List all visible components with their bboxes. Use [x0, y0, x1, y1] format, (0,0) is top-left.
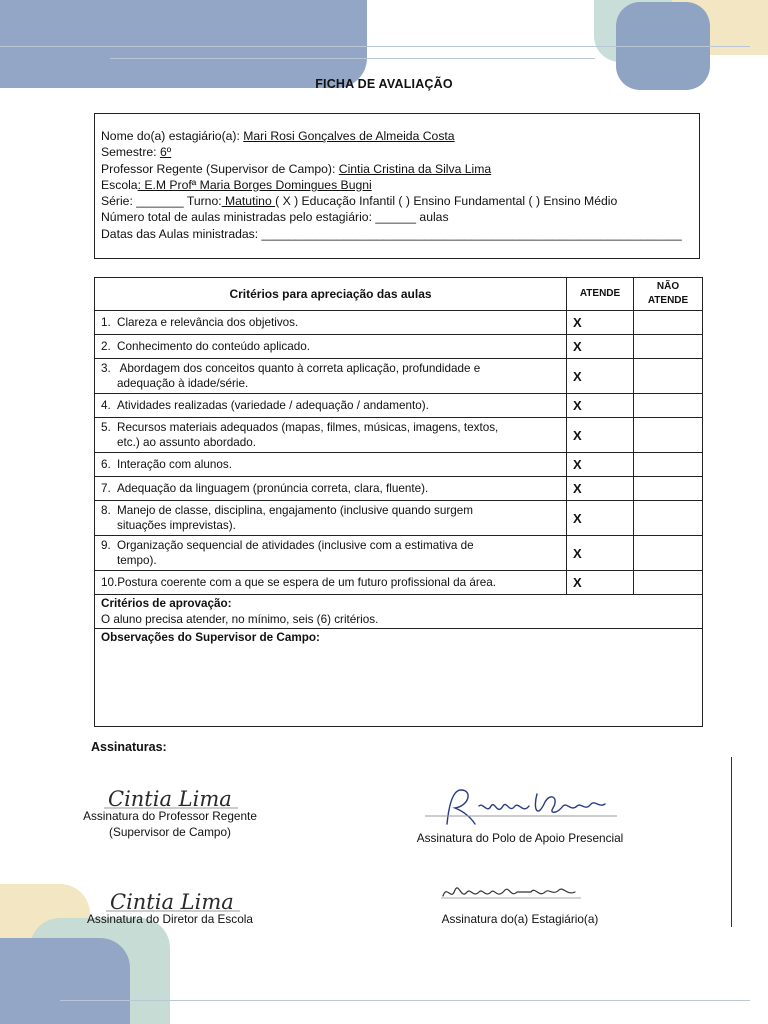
criteria-line1: Atividades realizadas (variedade / adequação / andamento). — [117, 398, 429, 412]
decor-bottom-left-blue — [0, 938, 130, 1024]
polo-signature-label: Assinatura do Polo de Apoio Presencial — [416, 831, 624, 845]
criteria-row — [95, 311, 703, 335]
criteria-line1: Interação com alunos. — [117, 457, 232, 471]
supervisor-name: Cintia Cristina da Silva Lima — [338, 161, 492, 176]
criteria-text — [95, 536, 567, 571]
criteria-text — [95, 311, 567, 335]
criteria-header-row — [95, 278, 703, 311]
approval-cell — [95, 595, 703, 629]
criteria-line1: Clareza e relevância dos objetivos. — [117, 315, 299, 329]
meets-cell: X — [567, 335, 634, 359]
intern-signature-label: Assinatura do(a) Estagiário(a) — [441, 912, 599, 926]
criteria-row — [95, 335, 703, 359]
observations-row — [95, 629, 703, 727]
meets-cell: X — [567, 501, 634, 536]
meets-cell: X — [567, 536, 634, 571]
dates-line: Datas das Aulas ministradas: ______________________________________________________________ — [101, 226, 682, 241]
criteria-text — [95, 335, 567, 359]
not-meets-cell — [634, 477, 703, 501]
approval-row — [95, 595, 703, 629]
approval-title: Critérios de aprovação: — [101, 597, 232, 610]
criteria-num: 5. — [101, 420, 111, 434]
criteria-table — [94, 277, 703, 727]
school-label: Escola — [101, 177, 138, 192]
criteria-row — [95, 394, 703, 418]
not-meets-cell — [634, 311, 703, 335]
criteria-line1: Conhecimento do conteúdo aplicado. — [117, 339, 310, 353]
not-meets-cell — [634, 394, 703, 418]
meets-cell: X — [567, 394, 634, 418]
decor-top-rule-short — [110, 58, 595, 59]
not-meets-cell — [634, 536, 703, 571]
criteria-row — [95, 501, 703, 536]
not-meets-cell — [634, 501, 703, 536]
intern-label: Nome do(a) estagiário(a): — [101, 129, 244, 143]
meets-cell: X — [567, 418, 634, 453]
not-meets-cell — [634, 571, 703, 595]
criteria-line1: Manejo de classe, disciplina, engajamento (inclusive quando surgem — [117, 503, 474, 517]
header-meets: ATENDE — [567, 278, 634, 311]
criteria-num: 6. — [101, 457, 111, 471]
criteria-row — [95, 359, 703, 394]
criteria-text — [95, 477, 567, 501]
intern-signature — [435, 878, 585, 908]
not-meets-cell — [634, 418, 703, 453]
signatures-heading: Assinaturas: — [91, 740, 167, 754]
semester-line — [101, 144, 693, 160]
criteria-num: 10. — [101, 575, 118, 589]
criteria-num: 1. — [101, 315, 111, 329]
header-not-meets — [634, 278, 703, 311]
not-meets-cell — [634, 453, 703, 477]
decor-top-rule-left — [0, 46, 750, 47]
total-classes-line: Número total de aulas ministradas pelo estagiário: ______ aulas — [101, 210, 449, 225]
observations-cell — [95, 629, 703, 727]
criteria-row — [95, 453, 703, 477]
not-meets-cell — [634, 359, 703, 394]
criteria-row — [95, 477, 703, 501]
page-title: FICHA DE AVALIAÇÃO — [315, 77, 453, 91]
polo-signature — [425, 784, 620, 828]
criteria-num: 7. — [101, 481, 111, 495]
teacher-label-line1: Assinatura do Professor Regente — [83, 809, 257, 823]
supervisor-label: Professor Regente (Supervisor de Campo): — [101, 161, 339, 176]
decor-top-left-block — [0, 0, 367, 88]
meets-cell: X — [567, 477, 634, 501]
criteria-num: 2. — [101, 339, 111, 353]
criteria-num: 9. — [101, 538, 111, 552]
teacher-signature-text: Cintia Lima — [108, 787, 232, 811]
criteria-text — [95, 571, 567, 595]
semester-label: Semestre: — [101, 145, 160, 160]
director-signature-label: Assinatura do Diretor da Escola — [87, 912, 253, 926]
decor-bottom-rule — [60, 1000, 750, 1001]
criteria-row — [95, 536, 703, 571]
teacher-signature-label — [70, 808, 270, 840]
shift-value: Matutino — [221, 194, 276, 209]
criteria-row — [95, 571, 703, 595]
intern-name: Mari Rosi Gonçalves de Almeida Costa — [243, 129, 455, 143]
school-line — [101, 177, 693, 193]
header-criteria: Critérios para apreciação das aulas — [95, 278, 567, 311]
criteria-text — [95, 418, 567, 453]
director-signature-text: Cintia Lima — [110, 890, 234, 914]
criteria-text — [95, 453, 567, 477]
observations-title: Observações do Supervisor de Campo: — [101, 631, 320, 644]
meets-cell: X — [567, 311, 634, 335]
criteria-num: 4. — [101, 398, 111, 412]
supervisor-line — [101, 161, 693, 177]
teacher-label-line2: (Supervisor de Campo) — [109, 825, 231, 839]
criteria-line1: Abordagem dos conceitos quanto à correta aplicação, profundidade e — [117, 361, 481, 375]
criteria-line1: Organização sequencial de atividades (inclusive com a estimativa de — [117, 538, 474, 552]
criteria-text — [95, 501, 567, 536]
criteria-num: 3. — [101, 361, 111, 375]
semester-value: 6º — [159, 145, 172, 160]
criteria-line1: Recursos materiais adequados (mapas, filmes, músicas, imagens, textos, — [117, 420, 499, 434]
meets-cell: X — [567, 453, 634, 477]
intern-name-line — [101, 128, 693, 144]
approval-text: O aluno precisa atender, no mínimo, seis (6) critérios. — [101, 612, 379, 626]
criteria-line2: tempo). — [117, 554, 157, 567]
header-not-meets-line1: NÃO — [656, 281, 680, 292]
series-label: Série: _______ Turno: — [101, 194, 222, 209]
meets-cell: X — [567, 571, 634, 595]
criteria-num: 8. — [101, 503, 111, 517]
criteria-line2: situações imprevistas). — [117, 519, 236, 532]
level-options: ( X ) Educação Infantil ( ) Ensino Fundamental ( ) Ensino Médio — [275, 194, 618, 209]
criteria-line2: etc.) ao assunto abordado. — [117, 436, 257, 449]
not-meets-cell — [634, 335, 703, 359]
school-name: : E.M Profª Maria Borges Domingues Bugni — [137, 177, 372, 192]
meets-cell: X — [567, 359, 634, 394]
criteria-line2: adequação à idade/série. — [117, 377, 249, 390]
criteria-line1: Postura coerente com a que se espera de um futuro profissional da área. — [117, 575, 497, 589]
criteria-line1: Adequação da linguagem (pronúncia correta, clara, fluente). — [117, 481, 429, 495]
criteria-text — [95, 359, 567, 394]
series-shift-line — [101, 193, 693, 209]
intern-info-box — [94, 113, 700, 259]
margin-line — [731, 757, 732, 927]
header-not-meets-line2: ATENDE — [647, 295, 689, 306]
criteria-row — [95, 418, 703, 453]
criteria-text — [95, 394, 567, 418]
